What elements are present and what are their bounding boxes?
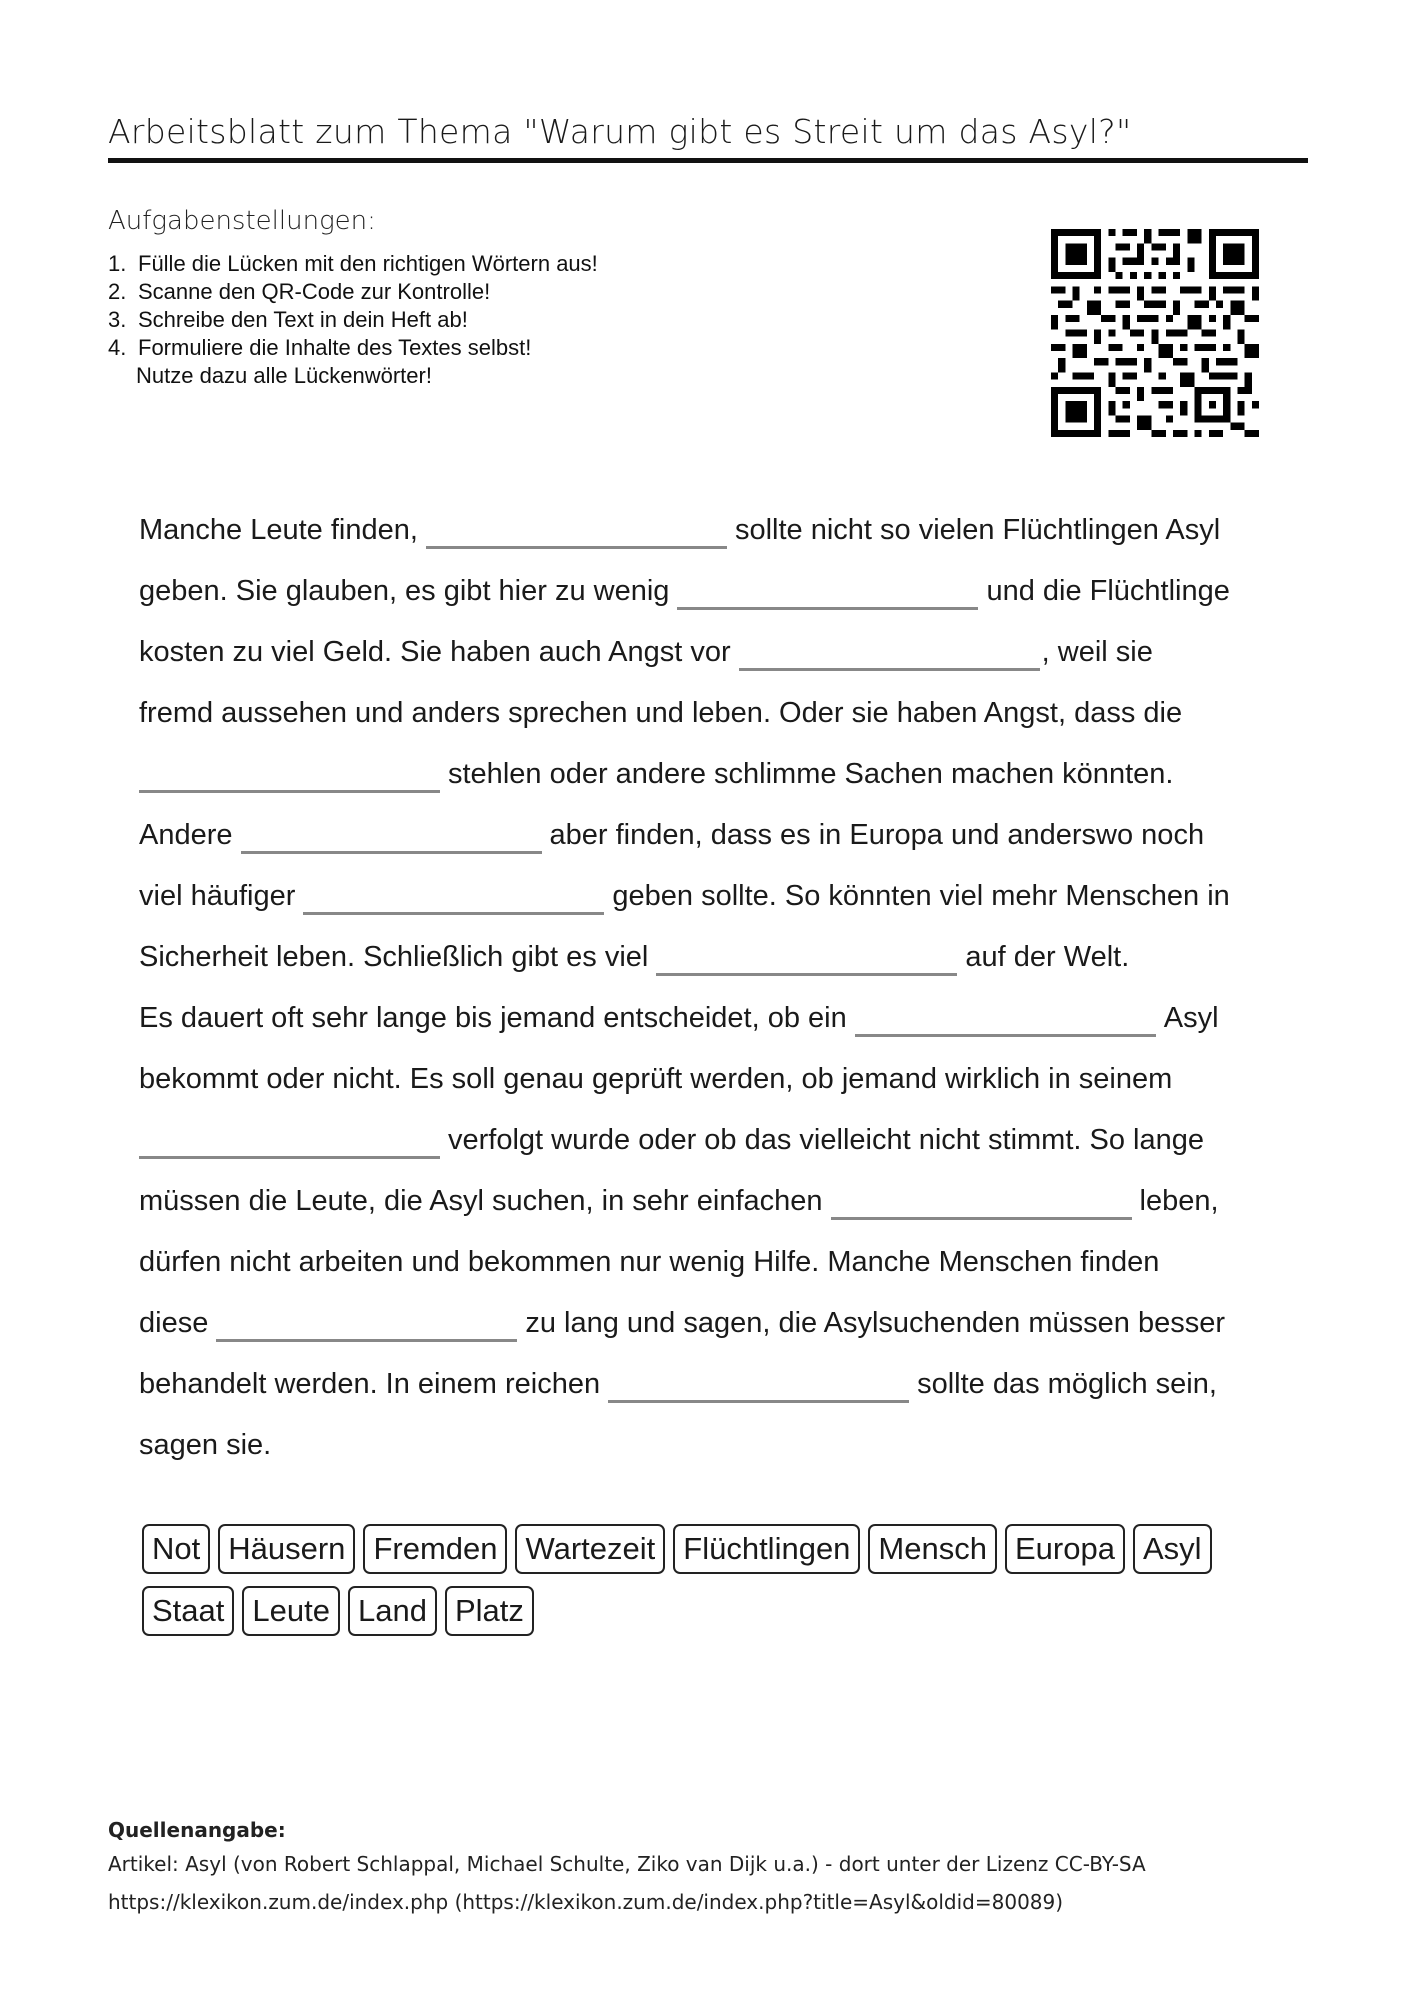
word-chip[interactable]: Leute	[242, 1586, 340, 1636]
cloze-segment: fremd aussehen und anders sprechen und leben. Oder sie haben Angst, dass die	[139, 697, 1183, 729]
word-chip[interactable]: Wartezeit	[515, 1524, 665, 1574]
cloze-line	[139, 927, 1289, 988]
cloze-line	[139, 1293, 1289, 1354]
cloze-line	[139, 988, 1289, 1049]
word-chip[interactable]: Platz	[445, 1586, 534, 1636]
word-chip[interactable]: Not	[142, 1524, 210, 1574]
word-chip[interactable]: Asyl	[1133, 1524, 1212, 1574]
cloze-segment: Asyl	[1163, 1002, 1219, 1034]
word-chip[interactable]: Europa	[1005, 1524, 1125, 1574]
cloze-segment: auf der Welt.	[965, 941, 1130, 973]
task-continuation: Nutze dazu alle Lückenwörter!	[136, 363, 432, 388]
cloze-line	[139, 744, 1289, 805]
word-chip[interactable]: Land	[348, 1586, 437, 1636]
blank-field[interactable]	[739, 667, 1040, 671]
blank-field[interactable]	[677, 606, 978, 610]
cloze-segment: leben,	[1139, 1185, 1219, 1217]
cloze-segment: Andere	[139, 819, 233, 851]
blank-field[interactable]	[139, 1155, 440, 1159]
cloze-segment: , weil sie	[1041, 636, 1153, 668]
cloze-segment: bekommt oder nicht. Es soll genau geprüft werden, ob jemand wirklich in seinem	[139, 1063, 1173, 1095]
cloze-text	[139, 500, 1289, 1476]
cloze-line	[139, 1171, 1289, 1232]
cloze-segment: und die Flüchtlinge	[986, 575, 1230, 607]
cloze-line	[139, 500, 1289, 561]
task-text: Schreibe den Text in dein Heft ab!	[138, 307, 468, 332]
word-chip[interactable]: Häusern	[218, 1524, 355, 1574]
task-number: 2.	[108, 279, 127, 304]
task-item	[108, 306, 598, 334]
task-item	[108, 250, 598, 278]
cloze-segment: kosten zu viel Geld. Sie haben auch Angst vor	[139, 636, 731, 668]
blank-field[interactable]	[241, 850, 542, 854]
cloze-line	[139, 1110, 1289, 1171]
task-text: Formuliere die Inhalte des Textes selbst!	[138, 335, 532, 360]
cloze-segment: müssen die Leute, die Asyl suchen, in sehr einfachen	[139, 1185, 823, 1217]
tasks-heading: Aufgabenstellungen:	[108, 206, 376, 236]
blank-field[interactable]	[139, 789, 440, 793]
qr-code-icon	[1051, 229, 1259, 437]
cloze-line	[139, 866, 1289, 927]
cloze-segment: dürfen nicht arbeiten und bekommen nur wenig Hilfe. Manche Menschen finden	[139, 1246, 1160, 1278]
source-citation	[108, 1815, 1146, 1921]
cloze-segment: Manche Leute finden,	[139, 514, 418, 546]
blank-field[interactable]	[608, 1399, 909, 1403]
cloze-segment: viel häufiger	[139, 880, 296, 912]
blank-field[interactable]	[216, 1338, 517, 1342]
word-chip[interactable]: Flüchtlingen	[673, 1524, 860, 1574]
cloze-line	[139, 805, 1289, 866]
task-text: Fülle die Lücken mit den richtigen Wörtern aus!	[138, 251, 598, 276]
cloze-segment: Sicherheit leben. Schließlich gibt es viel	[139, 941, 649, 973]
task-list	[108, 250, 598, 390]
task-number: 4.	[108, 335, 127, 360]
page-title: Arbeitsblatt zum Thema "Warum gibt es Streit um das Asyl?"	[108, 112, 1132, 151]
task-number: 3.	[108, 307, 127, 332]
blank-field[interactable]	[831, 1216, 1132, 1220]
word-bank-row	[142, 1586, 1292, 1648]
task-text: Scanne den QR-Code zur Kontrolle!	[138, 279, 491, 304]
cloze-line	[139, 683, 1289, 744]
task-item	[108, 334, 598, 362]
word-bank-row	[142, 1524, 1292, 1586]
word-bank	[142, 1524, 1292, 1648]
cloze-line	[139, 1415, 1289, 1476]
cloze-line	[139, 1049, 1289, 1110]
cloze-segment: sagen sie.	[139, 1429, 272, 1461]
cloze-segment: verfolgt wurde oder ob das vielleicht nicht stimmt. So lange	[448, 1124, 1204, 1156]
cloze-line	[139, 561, 1289, 622]
cloze-segment: geben sollte. So könnten viel mehr Menschen in	[612, 880, 1230, 912]
blank-field[interactable]	[656, 972, 957, 976]
source-label: Quellenangabe:	[108, 1818, 286, 1842]
source-url[interactable]: https://klexikon.zum.de/index.php (https://klexikon.zum.de/index.php?title=Asyl&oldid=80089)	[108, 1890, 1064, 1914]
blank-field[interactable]	[303, 911, 604, 915]
cloze-segment: Es dauert oft sehr lange bis jemand entscheidet, ob ein	[139, 1002, 847, 1034]
cloze-segment: sollte nicht so vielen Flüchtlingen Asyl	[734, 514, 1221, 546]
source-article: Artikel: Asyl (von Robert Schlappal, Michael Schulte, Ziko van Dijk u.a.) - dort unter der Lizenz CC-BY-SA	[108, 1852, 1146, 1876]
cloze-segment: zu lang und sagen, die Asylsuchenden müssen besser	[525, 1307, 1226, 1339]
cloze-segment: diese	[139, 1307, 209, 1339]
task-item	[108, 278, 598, 306]
cloze-line	[139, 1354, 1289, 1415]
title-underline	[108, 158, 1308, 163]
task-number: 1.	[108, 251, 127, 276]
cloze-segment: aber finden, dass es in Europa und anderswo noch	[549, 819, 1205, 851]
cloze-segment: geben. Sie glauben, es gibt hier zu wenig	[139, 575, 670, 607]
cloze-segment: stehlen oder andere schlimme Sachen machen könnten.	[448, 758, 1174, 790]
blank-field[interactable]	[855, 1033, 1156, 1037]
word-chip[interactable]: Fremden	[363, 1524, 507, 1574]
cloze-line	[139, 622, 1289, 683]
word-chip[interactable]: Mensch	[868, 1524, 997, 1574]
blank-field[interactable]	[426, 545, 727, 549]
cloze-segment: behandelt werden. In einem reichen	[139, 1368, 601, 1400]
word-chip[interactable]: Staat	[142, 1586, 234, 1636]
cloze-line	[139, 1232, 1289, 1293]
cloze-segment: sollte das möglich sein,	[917, 1368, 1217, 1400]
